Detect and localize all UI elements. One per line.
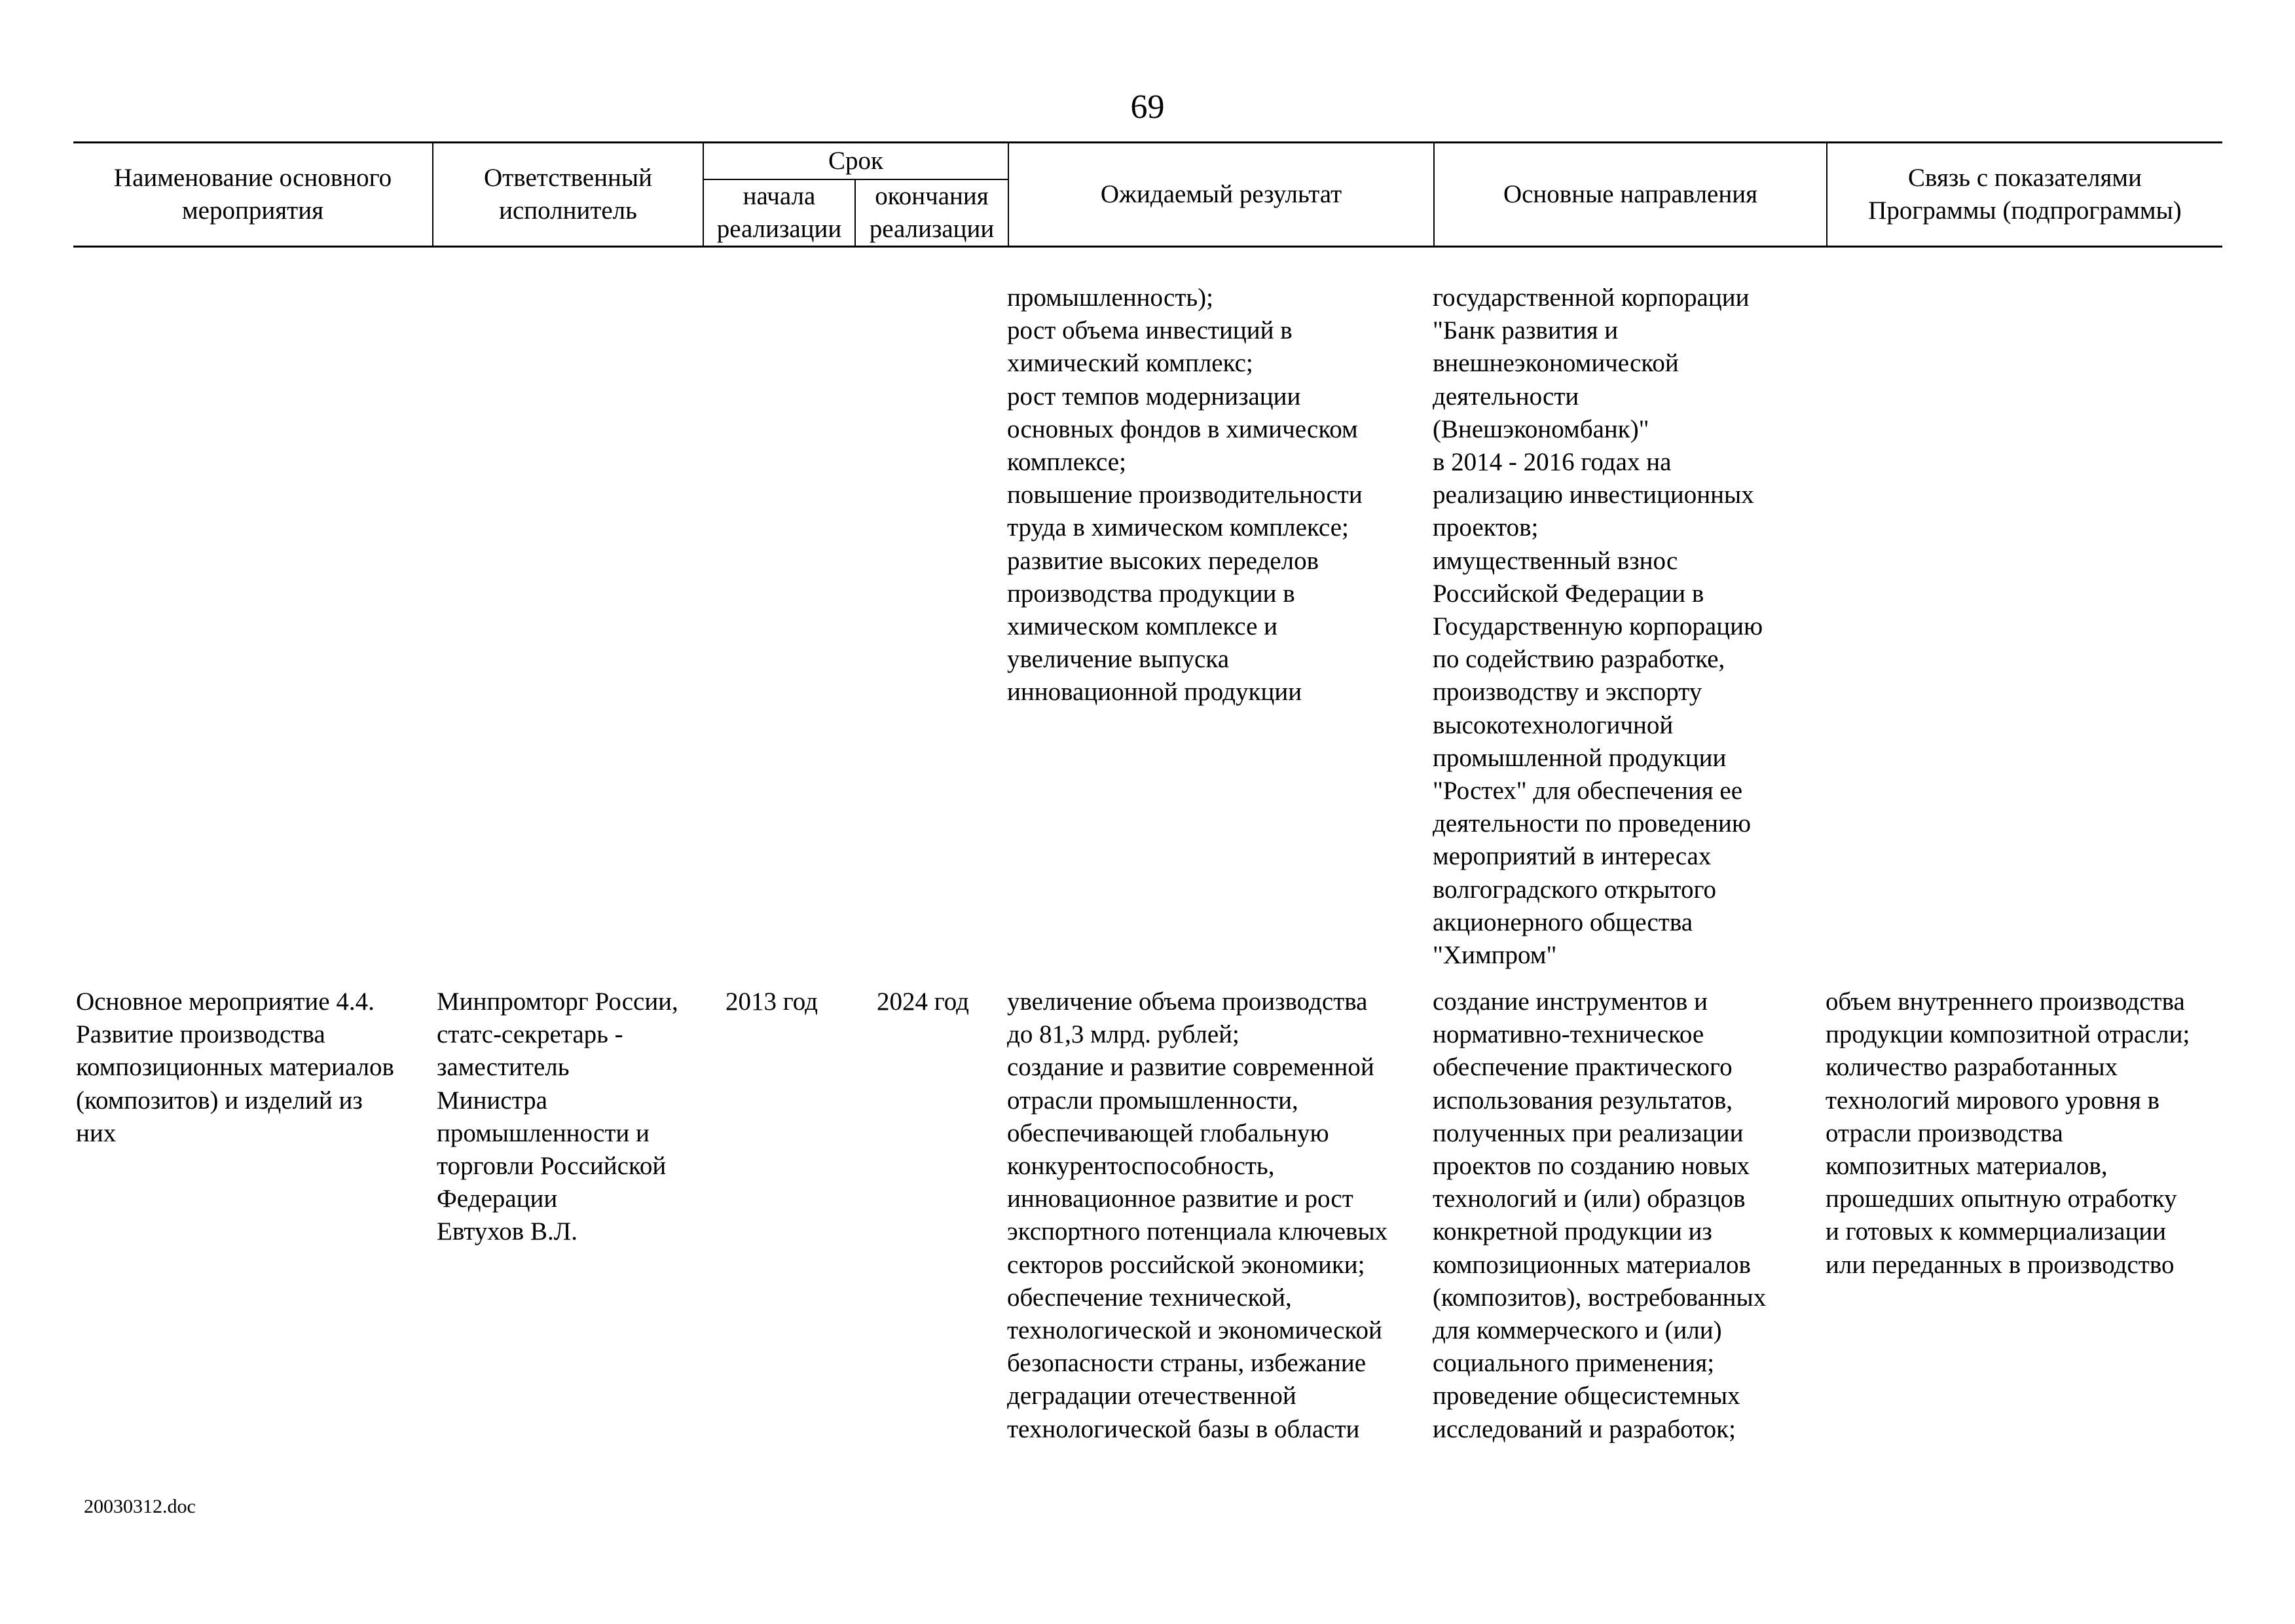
header-end: окончания реализации bbox=[855, 179, 1008, 247]
header-executor: Ответственный исполнитель bbox=[433, 143, 703, 247]
row-4-4-link-cell: объем внутреннего производства продукции композитной отрасли; количество разработанных технологий мирового уровня в отрасли производства композитных материалов, прошедших опытную отработку и готовых к коммерциализации или переданных в производство bbox=[1826, 987, 2190, 1279]
header-name: Наименование основного мероприятия bbox=[73, 143, 433, 247]
header-start: начала реализации bbox=[703, 179, 855, 247]
header-result: Ожидаемый результат bbox=[1008, 143, 1434, 247]
continuation-directions-cell: государственной корпорации "Банк развития и внешнеэкономической деятельности (Внешэкономбанк)" в 2014 - 2016 годах на реализацию инвестиционных проектов; имущественный взнос Российской Федерации в Государственную корпорацию по содействию разработке, производству и экспорту высокотехнологичной промышленной продукции "Ростех" для обеспечения ее деятельности по проведению мероприятий в интересах волгоградского открытого акционерного общества "Химпром" bbox=[1433, 284, 1763, 970]
row-4-4-name-cell: Основное мероприятие 4.4. Развитие производства композиционных материалов (композитов) и изделий из них bbox=[76, 987, 394, 1147]
header-term: Срок bbox=[703, 143, 1008, 180]
row-4-4-directions-cell: создание инструментов и нормативно-техническое обеспечение практического использования результатов, полученных при реализации проектов по созданию новых технологий и (или) образцов конкретной продукции из композиционных материалов (композитов), востребованных для коммерческого и (или) социального применения; проведение общесистемных исследований и разработок; bbox=[1433, 987, 1767, 1443]
table-header bbox=[73, 141, 2222, 248]
header-link: Связь с показателями Программы (подпрограммы) bbox=[1827, 143, 2222, 247]
continuation-result-cell: промышленность); рост объема инвестиций в химический комплекс; рост темпов модернизации основных фондов в химическом комплексе; повышение производительности труда в химическом комплексе; развитие высоких переделов производства продукции в химическом комплексе и увеличение выпуска инновационной продукции bbox=[1007, 284, 1363, 707]
row-4-4-end-cell: 2024 год bbox=[877, 987, 969, 1016]
header-directions: Основные направления bbox=[1434, 143, 1827, 247]
page-number: 69 bbox=[1130, 88, 1165, 126]
row-4-4-start-cell: 2013 год bbox=[725, 987, 818, 1016]
footer-file-name: 20030312.doc bbox=[84, 1496, 196, 1517]
row-4-4-executor-cell: Минпромторг России, статс-секретарь - заместитель Министра промышленности и торговли Российской Федерации Евтухов В.Л. bbox=[437, 987, 678, 1246]
row-4-4-result-cell: увеличение объема производства до 81,3 млрд. рублей; создание и развитие современной отрасли промышленности, обеспечивающей глобальную конкурентоспособность, инновационное развитие и рост экспортного потенциала ключевых секторов российской экономики; обеспечение технической, технологической и экономической безопасности страны, избежание деградации отечественной технологической базы в области bbox=[1007, 987, 1388, 1443]
